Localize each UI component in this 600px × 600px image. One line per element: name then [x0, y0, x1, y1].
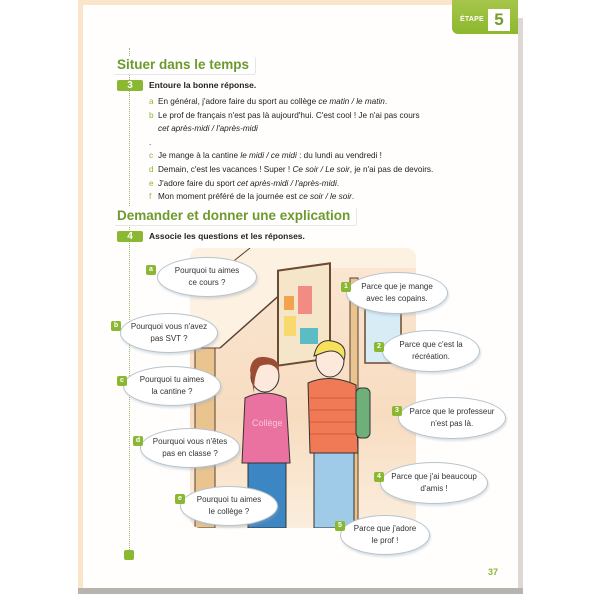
answer-label-4: 4	[374, 472, 384, 482]
question-bubble-c: Pourquoi tu aimes la cantine ?	[123, 366, 221, 406]
question-bubble-d: Pourquoi vous n'êtes pas en classe ?	[140, 428, 240, 468]
section-dotted-guide	[129, 48, 130, 550]
item-text-after: .	[351, 192, 355, 202]
question-bubble-b: Pourquoi vous n'avez pas SVT ?	[120, 313, 218, 353]
answer-label-1: 1	[341, 282, 351, 292]
item-text: J'adore faire du sport	[158, 178, 237, 188]
item-text: Le prof de français n'est pas là aujourd'hui. C'est cool ! Je n'ai pas cours	[158, 110, 420, 120]
exercise-3-instruction: Entoure la bonne réponse.	[149, 80, 257, 90]
item-text-after: .	[336, 178, 340, 188]
question-bubble-a: Pourquoi tu aimes ce cours ?	[157, 257, 257, 297]
item-text: Je mange à la cantine	[158, 151, 241, 161]
exercise-4-instruction: Associe les questions et les réponses.	[149, 231, 305, 241]
item-text-after: : du lundi au vendredi !	[296, 151, 382, 161]
page-shadow-right	[518, 18, 523, 593]
question-label-a: a	[146, 265, 156, 275]
exercise-3-items	[149, 95, 469, 204]
exercise-number-4: 4	[117, 231, 143, 242]
etape-label: ÉTAPE	[460, 16, 484, 23]
item-letter: a	[149, 97, 154, 106]
item-text: Mon moment préféré de la journée est	[158, 192, 300, 202]
sweatshirt-text: Collège	[252, 418, 283, 428]
item-letter: e	[149, 178, 154, 188]
item-choice[interactable]: cet après-midi / l'après-midi	[236, 178, 337, 188]
section-title-situer: Situer dans le temps	[115, 56, 256, 75]
item-letter: b	[149, 110, 154, 120]
answer-bubble-1: Parce que je mange avec les copains.	[346, 272, 448, 314]
exercise-3-item-c	[149, 149, 469, 163]
answer-bubble-4: Parce que j'ai beaucoup d'amis !	[380, 462, 488, 504]
answer-bubble-5: Parce que j'adore le prof !	[340, 515, 430, 555]
exercise-3-item-d	[149, 163, 469, 177]
item-choice[interactable]: ce soir / le soir	[299, 192, 352, 202]
answer-bubble-2: Parce que c'est la récréation.	[382, 330, 480, 372]
item-letter: f	[149, 192, 152, 202]
item-text-after: , je n'ai pas de devoirs.	[349, 164, 434, 174]
item-text: Demain, c'est les vacances ! Super !	[158, 164, 293, 174]
item-letter: d	[149, 164, 154, 174]
question-label-b: b	[111, 321, 121, 331]
item-choice[interactable]: Ce soir / Le soir	[292, 164, 350, 174]
page-shadow-bottom	[78, 588, 523, 594]
section-end-marker	[124, 550, 134, 560]
item-choice[interactable]: le midi / ce midi	[240, 151, 297, 161]
section-title-demander: Demander et donner une explication	[115, 207, 357, 226]
item-choice[interactable]: ce matin / le matin	[318, 97, 385, 106]
etape-number: 5	[488, 9, 510, 31]
item-choice[interactable]: cet après-midi / l'après-midi	[158, 124, 258, 134]
answer-label-3: 3	[392, 406, 402, 416]
question-label-c: c	[117, 376, 127, 386]
answer-label-2: 2	[374, 342, 384, 352]
exercise-3-item-b	[149, 109, 469, 150]
item-letter: c	[149, 151, 154, 161]
exercise-3-item-e	[149, 177, 469, 191]
exercise-number-3: 3	[117, 80, 143, 91]
answer-label-5: 5	[335, 521, 345, 531]
etape-tab	[452, 0, 518, 34]
item-text-after: .	[384, 97, 388, 106]
exercise-3-item-f	[149, 190, 469, 204]
item-text-after: .	[149, 137, 152, 147]
question-label-e: e	[175, 494, 185, 504]
page-number: 37	[488, 567, 499, 577]
exercise-3-item-a	[149, 95, 469, 109]
answer-bubble-3: Parce que le professeur n'est pas là.	[398, 397, 506, 439]
item-text: En général, j'adore faire du sport au collège	[158, 97, 319, 106]
question-bubble-e: Pourquoi tu aimes le collège ?	[180, 486, 278, 526]
question-label-d: d	[133, 436, 143, 446]
